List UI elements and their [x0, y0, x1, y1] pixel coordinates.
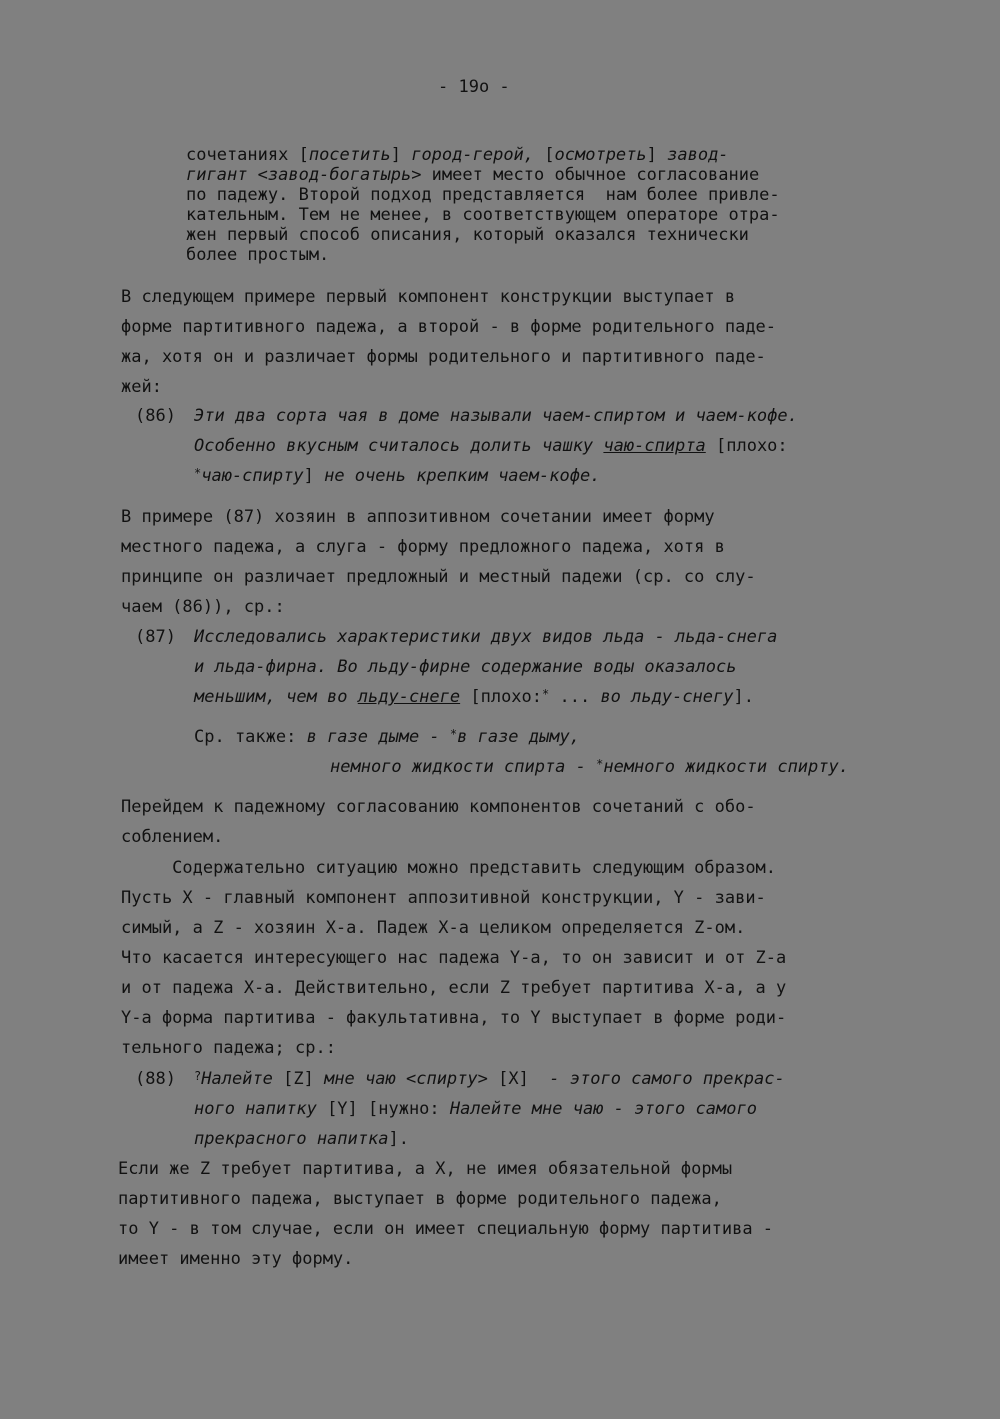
text-segment: ] — [390, 145, 412, 165]
example-line — [194, 465, 600, 487]
italic-text: Эти два сорта чая в доме называли чаем-спиртом и чаем-кофе. — [194, 406, 798, 426]
body-line-text: Если же Z требует партитива, а X, не имея обязательной формы — [118, 1159, 733, 1179]
text-segment: Ср. также: — [194, 727, 307, 747]
body-line — [121, 566, 756, 588]
example-line — [194, 1098, 757, 1120]
footnote-line — [186, 144, 729, 166]
text-segment: < — [247, 165, 268, 185]
italic-text: осмотреть — [554, 145, 647, 165]
body-line — [121, 977, 786, 999]
body-line — [121, 947, 786, 969]
mark-symbol: * — [542, 687, 550, 701]
body-line — [118, 1248, 353, 1270]
body-line — [121, 887, 766, 909]
text-segment: [ — [534, 145, 555, 165]
text-segment: по падежу. Второй подход представляется нам более привле- — [186, 185, 780, 205]
example-line — [194, 405, 798, 427]
example-number: (88) — [135, 1069, 176, 1089]
italic-text: Особенно вкусным считалось долить чашку — [194, 436, 604, 456]
mark-symbol: * — [194, 466, 202, 480]
italic-text: чаю-спирту — [201, 466, 304, 486]
body-line-text: соблением. — [121, 827, 224, 847]
text-segment: < — [395, 1069, 417, 1089]
italic-text: в газе дыму, — [457, 727, 580, 747]
body-line — [121, 1037, 336, 1059]
body-line — [118, 1188, 722, 1210]
body-line-text: жа, хотя он и различает формы родительного и партитивного паде- — [121, 347, 766, 367]
footnote-line — [186, 204, 780, 226]
text-segment: ] — [303, 466, 325, 486]
body-line — [121, 316, 776, 338]
text-segment: ] — [646, 145, 668, 165]
italic-text: ного напитку — [194, 1099, 317, 1119]
compare-line — [330, 756, 849, 778]
mark-symbol: * — [596, 757, 604, 771]
italic-text: завод-богатырь — [267, 165, 412, 185]
body-line-text: Y-а форма партитива - факультативна, то Y выступает в форме роди- — [121, 1008, 787, 1028]
body-line-text: партитивного падежа, выступает в форме родительного падежа, — [118, 1189, 722, 1209]
body-line-text: принципе он различает предложный и местный падежи (ср. со слу- — [121, 567, 756, 587]
footnote-line — [186, 224, 749, 246]
body-line — [121, 826, 223, 848]
body-line-text: то Y - в том случае, если он имеет специальную форму партитива - — [118, 1219, 774, 1239]
body-line-text: местного падежа, а слуга - форму предложного падежа, хотя в — [121, 537, 725, 557]
body-line-text: Перейдем к падежному согласованию компонентов сочетаний с обо- — [121, 797, 756, 817]
body-line-text: чаем (86)), ср.: — [121, 597, 285, 617]
example-line — [194, 656, 736, 678]
italic-text: меньшим, чем во — [194, 687, 358, 707]
compare-line — [194, 726, 580, 748]
body-line — [121, 857, 776, 879]
body-line — [121, 1007, 786, 1029]
body-line-text: В следующем примере первый компонент конструкции выступает в — [121, 287, 736, 307]
body-line — [121, 286, 735, 308]
italic-text: посетить — [308, 145, 391, 165]
text-segment: [плохо: — [705, 436, 788, 456]
text-segment: кательным. Тем не менее, в соответствующем операторе отра- — [186, 205, 780, 225]
mark-symbol: ? — [194, 1069, 202, 1083]
mark-symbol: * — [449, 727, 458, 741]
italic-text: Налейте мне чаю - этого самого — [449, 1099, 757, 1119]
body-line-text: Содержательно ситуацию можно представить следующим образом. — [121, 858, 777, 878]
body-line-text: В примере (87) хозяин в аппозитивном сочетании имеет форму — [121, 507, 715, 527]
italic-text: во льду-снегу — [600, 687, 734, 707]
italic-text: завод- — [667, 145, 729, 165]
example-line — [194, 686, 754, 708]
body-line — [118, 1218, 773, 1240]
footnote-line — [186, 164, 759, 186]
text-segment: [Y] [нужно: — [316, 1099, 450, 1119]
italic-text: и льда-фирна. Во льду-фирне содержание воды оказалось — [194, 657, 737, 677]
body-line — [121, 536, 725, 558]
footnote-line — [186, 184, 780, 206]
body-line-text: Пусть X - главный компонент аппозитивной конструкции, Y - зави- — [121, 888, 766, 908]
text-segment: [Z] — [272, 1069, 325, 1089]
body-line — [121, 376, 162, 398]
example-line — [194, 435, 788, 457]
body-line — [118, 1158, 732, 1180]
text-segment: ... — [549, 687, 601, 707]
text-segment: ]. — [733, 687, 754, 707]
italic-text: прекрасного напитка — [194, 1129, 389, 1149]
page-number-text: - 19o - — [438, 77, 510, 97]
italic-text: льду-снеге — [357, 687, 461, 707]
italic-text: гигант — [186, 165, 248, 185]
italic-text: Налейте — [201, 1069, 273, 1089]
italic-text: Исследовались характеристики двух видов льда - льда-снега — [194, 627, 778, 647]
italic-text: чаю-спирта — [603, 436, 706, 456]
body-line-text: и от падежа X-а. Действительно, если Z требует партитива X-а, а у — [121, 978, 787, 998]
example-line — [194, 1128, 409, 1150]
italic-text: спирту — [416, 1069, 478, 1089]
footnote-line — [186, 244, 329, 266]
example-line — [194, 626, 777, 648]
italic-text: в газе дыме - — [306, 727, 450, 747]
italic-text: - этого самого прекрас- — [549, 1069, 785, 1089]
body-line — [121, 596, 285, 618]
italic-text: мне чаю — [324, 1069, 396, 1089]
italic-text: город-герой, — [411, 145, 535, 165]
italic-text: немного жидкости спирту. — [603, 757, 849, 777]
text-segment: жен первый способ описания, который оказался технически — [186, 225, 749, 245]
italic-text: не очень крепким чаем-кофе. — [324, 466, 601, 486]
text-segment: более простым. — [186, 245, 330, 265]
body-line-text: Что касается интересующего нас падежа Y-а, то он зависит и от Z-а — [121, 948, 787, 968]
body-line — [121, 917, 745, 939]
body-line-text: тельного падежа; ср.: — [121, 1038, 336, 1058]
body-line-text: симый, а Z - хозяин X-а. Падеж X-а целиком определяется Z-ом. — [121, 918, 746, 938]
text-segment: > имеет место обычное согласование — [411, 165, 760, 185]
body-line — [121, 346, 766, 368]
text-segment: сочетаниях [ — [186, 145, 309, 165]
page-number — [438, 76, 510, 98]
body-line — [121, 796, 756, 818]
body-line — [121, 506, 715, 528]
body-line-text: имеет именно эту форму. — [118, 1249, 354, 1269]
body-line-text: жей: — [121, 377, 162, 397]
text-segment: ]. — [388, 1129, 409, 1149]
example-line — [194, 1068, 785, 1090]
text-segment: [плохо: — [460, 687, 543, 707]
example-number: (86) — [135, 406, 176, 426]
example-number: (87) — [135, 627, 176, 647]
body-line-text: форме партитивного падежа, а второй - в форме родительного паде- — [121, 317, 777, 337]
text-segment: > [X] — [477, 1069, 550, 1089]
italic-text: немного жидкости спирта - — [330, 757, 597, 777]
